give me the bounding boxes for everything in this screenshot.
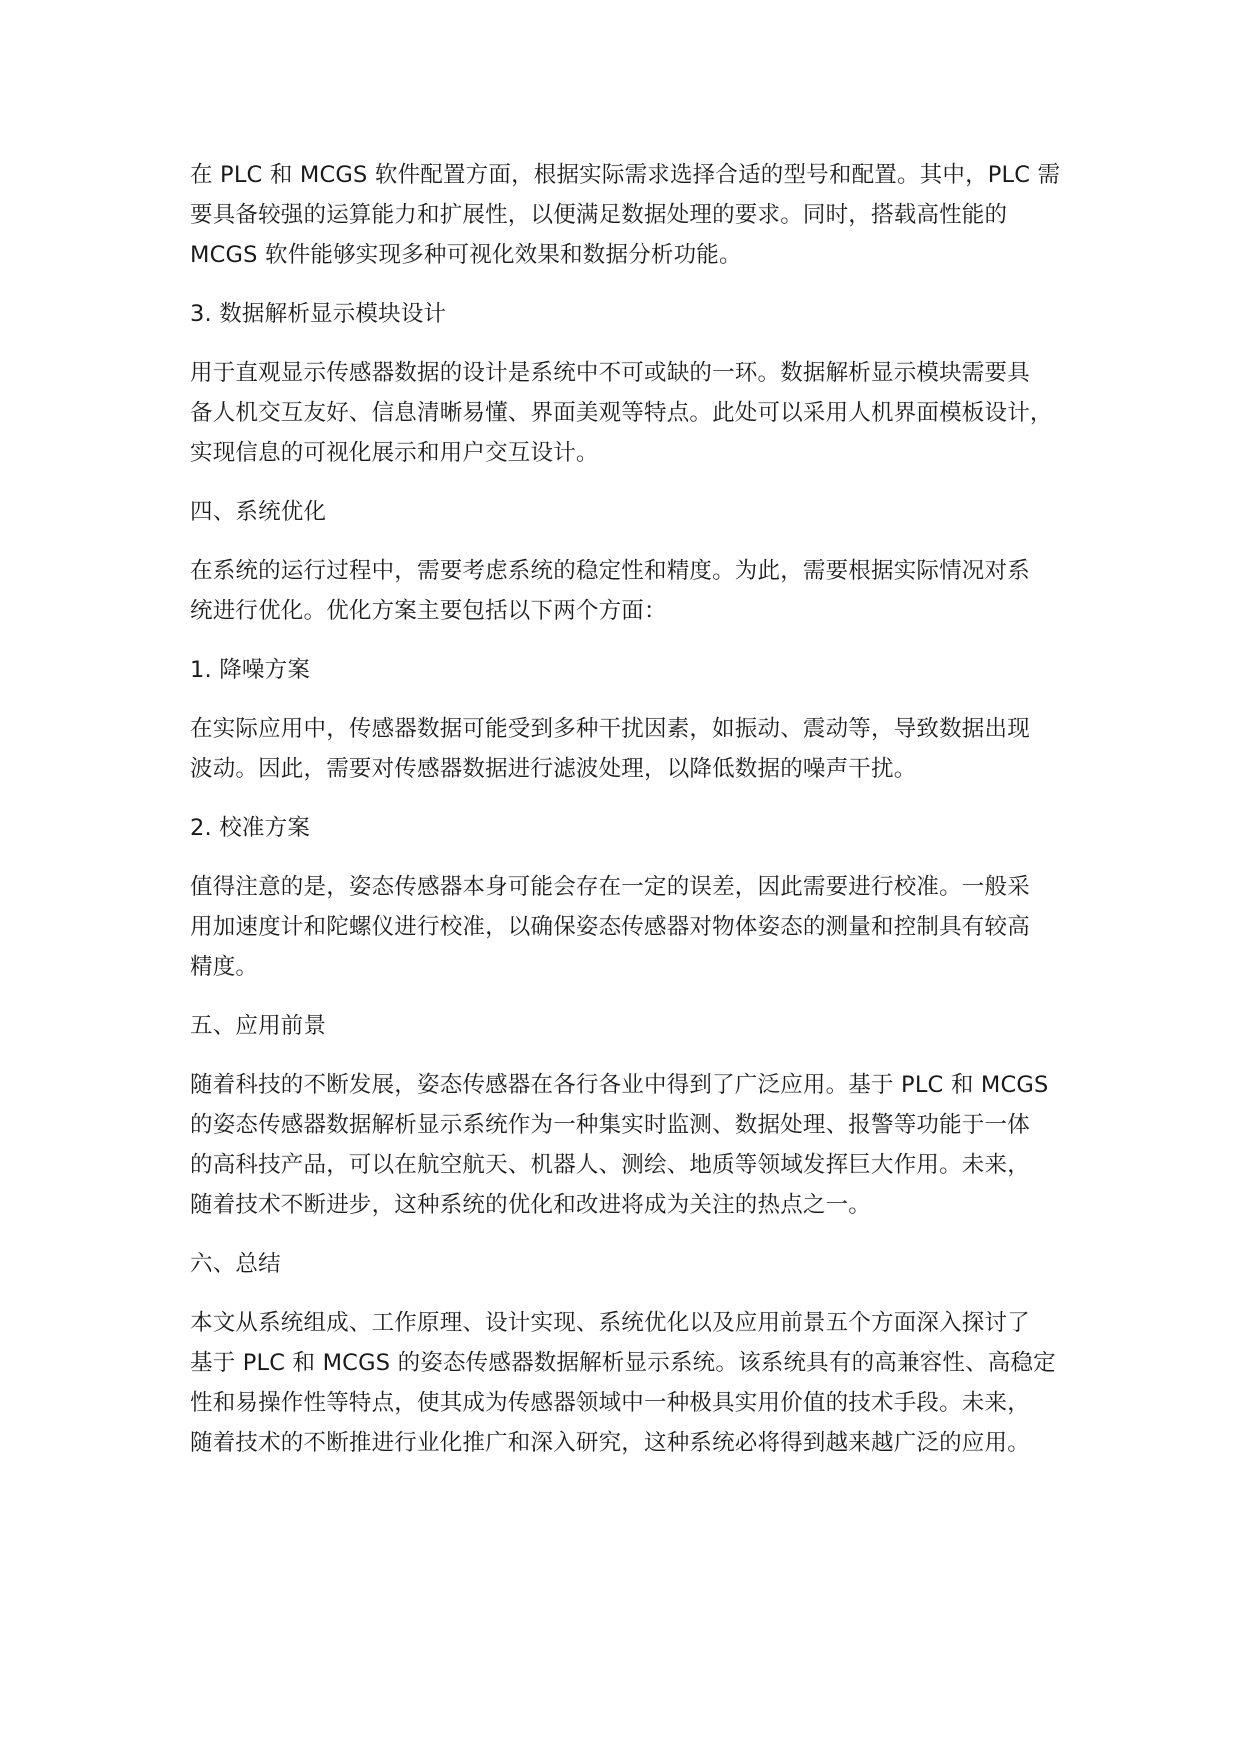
text-line: 备人机交互友好、信息清晰易懂、界面美观等特点。此处可以采用人机界面模板设计， <box>190 400 1053 426</box>
text-line: 在 PLC 和 MCGS 软件配置方面，根据实际需求选择合适的型号和配置。其中，PLC 需 <box>190 162 1061 188</box>
text-line: 用加速度计和陀螺仪进行校准，以确保姿态传感器对物体姿态的测量和控制具有较高 <box>190 914 1030 940</box>
text-line: 波动。因此，需要对传感器数据进行滤波处理，以降低数据的噪声干扰。 <box>190 756 917 782</box>
text-line: 值得注意的是，姿态传感器本身可能会存在一定的误差，因此需要进行校准。一般采 <box>190 874 1030 900</box>
text-line: 实现信息的可视化展示和用户交互设计。 <box>190 440 599 466</box>
heading-text: 六、总结 <box>190 1251 281 1277</box>
heading-text: 四、系统优化 <box>190 499 327 525</box>
text-line: 基于 PLC 和 MCGS 的姿态传感器数据解析显示系统。该系统具有的高兼容性、高稳定 <box>190 1350 1056 1376</box>
text-line: 统进行优化。优化方案主要包括以下两个方面： <box>190 598 667 624</box>
text-line: 精度。 <box>190 954 259 980</box>
heading-calibration <box>190 808 1080 848</box>
heading-noise-reduction <box>190 650 1080 690</box>
paragraph-calibration <box>190 867 1080 987</box>
text-line: 本文从系统组成、工作原理、设计实现、系统优化以及应用前景五个方面深入探讨了 <box>190 1310 1030 1336</box>
heading-text: 2. 校准方案 <box>190 815 311 841</box>
text-line: 随着技术的不断推进行业化推广和深入研究，这种系统必将得到越来越广泛的应用。 <box>190 1430 1030 1456</box>
text-line: 在实际应用中，传感器数据可能受到多种干扰因素，如振动、震动等，导致数据出现 <box>190 716 1030 742</box>
heading-text: 五、应用前景 <box>190 1013 327 1039</box>
heading-application-prospects <box>190 1006 1080 1046</box>
heading-summary <box>190 1244 1080 1284</box>
heading-text: 1. 降噪方案 <box>190 657 311 683</box>
document-page <box>190 155 1080 1463</box>
text-line: 性和易操作性等特点，使其成为传感器领域中一种极具实用价值的技术手段。未来， <box>190 1390 1030 1416</box>
paragraph-summary <box>190 1303 1080 1463</box>
heading-system-optimization <box>190 492 1080 532</box>
text-line: 用于直观显示传感器数据的设计是系统中不可或缺的一环。数据解析显示模块需要具 <box>190 360 1030 386</box>
paragraph-data-display-module <box>190 353 1080 473</box>
text-line: MCGS 软件能够实现多种可视化效果和数据分析功能。 <box>190 242 742 268</box>
text-line: 随着科技的不断发展，姿态传感器在各行各业中得到了广泛应用。基于 PLC 和 MCGS <box>190 1072 1049 1098</box>
heading-data-display-module <box>190 294 1080 334</box>
heading-text: 3. 数据解析显示模块设计 <box>190 301 447 327</box>
text-line: 要具备较强的运算能力和扩展性，以便满足数据处理的要求。同时，搭载高性能的 <box>190 202 1008 228</box>
text-line: 的高科技产品，可以在航空航天、机器人、测绘、地质等领域发挥巨大作用。未来， <box>190 1152 1030 1178</box>
paragraph-application-prospects <box>190 1065 1080 1225</box>
paragraph-system-optimization <box>190 551 1080 631</box>
paragraph-noise-reduction <box>190 709 1080 789</box>
text-line: 在系统的运行过程中，需要考虑系统的稳定性和精度。为此，需要根据实际情况对系 <box>190 558 1030 584</box>
text-line: 随着技术不断进步，这种系统的优化和改进将成为关注的热点之一。 <box>190 1192 872 1218</box>
paragraph-plc-mcgs-config <box>190 155 1080 275</box>
text-line: 的姿态传感器数据解析显示系统作为一种集实时监测、数据处理、报警等功能于一体 <box>190 1112 1030 1138</box>
